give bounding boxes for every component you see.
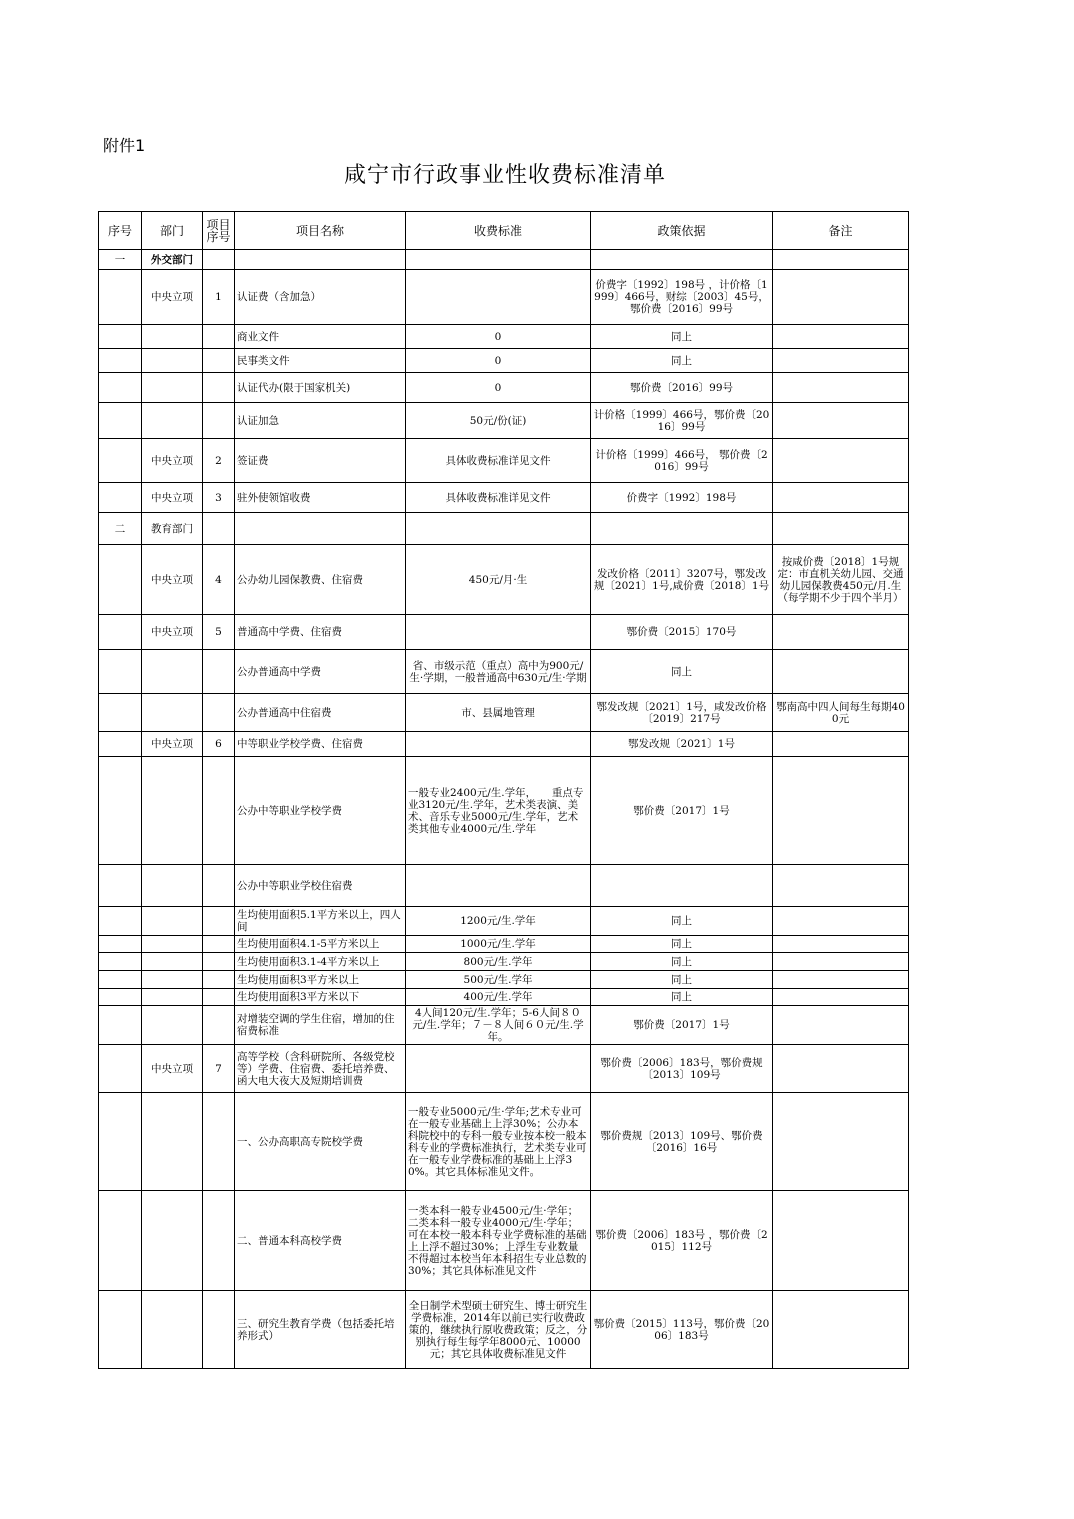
fee-standard-cell: 1000元/生.学年	[406, 936, 591, 953]
item-no-cell	[203, 1291, 235, 1369]
fee-standard-cell: 全日制学术型硕士研究生、博士研究生学费标准，2014年以前已实行收费政策的，继续执行原收费政策；反之，分别执行每生每学年8000元、10000元；其它具体收费标准见文件	[406, 1291, 591, 1369]
fee-standard-cell: 一般专业2400元/生.学年， 重点专业3120元/生.学年，艺术类表演、美术、音乐专业5000元/生.学年，艺术类其他专业4000元/生.学年	[406, 757, 591, 865]
item-name-cell: 生均使用面积3平方米以上	[235, 971, 406, 989]
dept-cell	[142, 865, 203, 907]
note-cell	[773, 349, 909, 373]
dept-cell	[142, 403, 203, 439]
policy-basis-cell: 鄂价费〔2017〕1号	[591, 757, 773, 865]
seq-cell	[99, 936, 142, 953]
table-row	[99, 1045, 909, 1093]
page-title: 咸宁市行政事业性收费标准清单	[343, 163, 666, 188]
note-cell	[773, 865, 909, 907]
table-row	[99, 936, 909, 953]
note-cell	[773, 250, 909, 270]
table-row	[99, 865, 909, 907]
column-header: 政策依据	[591, 212, 773, 250]
item-no-cell: 6	[203, 732, 235, 757]
item-no-cell	[203, 1191, 235, 1291]
seq-cell: 二	[99, 513, 142, 545]
fee-standard-cell	[406, 732, 591, 757]
dept-cell	[142, 971, 203, 989]
note-cell	[773, 732, 909, 757]
item-no-cell	[203, 349, 235, 373]
fee-standard-cell: 一般专业5000元/生·学年;艺术专业可在一般专业基础上上浮30%；公办本科院校中的专科一般专业按本校一般本科专业的学费标准执行，艺术类专业可在一般专业学费标准的基础上上浮30%。其它具体标准见文件。	[406, 1093, 591, 1191]
fee-standard-cell	[406, 865, 591, 907]
fee-standard-cell	[406, 250, 591, 270]
item-no-cell: 4	[203, 545, 235, 615]
table-row	[99, 907, 909, 936]
seq-cell	[99, 907, 142, 936]
seq-cell	[99, 953, 142, 971]
item-name-cell: 中等职业学校学费、住宿费	[235, 732, 406, 757]
table-row	[99, 650, 909, 694]
note-cell	[773, 615, 909, 650]
item-name-cell: 生均使用面积3.1-4平方米以上	[235, 953, 406, 971]
note-cell	[773, 953, 909, 971]
table-header-row	[99, 212, 909, 250]
policy-basis-cell: 计价格〔1999〕466号，鄂价费〔2016〕99号	[591, 403, 773, 439]
policy-basis-cell: 价费字〔1992〕198号	[591, 483, 773, 513]
table-row	[99, 403, 909, 439]
dept-cell	[142, 650, 203, 694]
seq-cell	[99, 865, 142, 907]
dept-cell: 中央立项	[142, 732, 203, 757]
column-header: 收费标准	[406, 212, 591, 250]
item-name-cell: 民事类文件	[235, 349, 406, 373]
dept-cell: 中央立项	[142, 615, 203, 650]
note-cell	[773, 325, 909, 349]
item-name-cell: 签证费	[235, 439, 406, 483]
table-row	[99, 615, 909, 650]
policy-basis-cell: 鄂发改规〔2021〕1号	[591, 732, 773, 757]
table-row	[99, 732, 909, 757]
table-row	[99, 1006, 909, 1045]
column-header: 项目名称	[235, 212, 406, 250]
policy-basis-cell: 计价格〔1999〕466号， 鄂价费〔2016〕99号	[591, 439, 773, 483]
fee-standard-cell: 0	[406, 325, 591, 349]
dept-cell	[142, 1006, 203, 1045]
item-name-cell	[235, 513, 406, 545]
item-name-cell: 对增装空调的学生住宿，增加的住宿费标准	[235, 1006, 406, 1045]
attachment-label: 附件1	[103, 136, 146, 155]
dept-cell	[142, 757, 203, 865]
table-row	[99, 1191, 909, 1291]
item-no-cell: 2	[203, 439, 235, 483]
fee-standard-cell: 省、市级示范（重点）高中为900元/生·学期，一般普通高中630元/生·学期	[406, 650, 591, 694]
note-cell	[773, 1291, 909, 1369]
policy-basis-cell: 鄂价费〔2015〕113号，鄂价费〔2006〕183号	[591, 1291, 773, 1369]
item-no-cell	[203, 1093, 235, 1191]
note-cell	[773, 1191, 909, 1291]
seq-cell	[99, 757, 142, 865]
policy-basis-cell	[591, 513, 773, 545]
seq-cell	[99, 1006, 142, 1045]
fee-standard-cell: 具体收费标准详见文件	[406, 439, 591, 483]
note-cell	[773, 1006, 909, 1045]
table-row	[99, 373, 909, 403]
policy-basis-cell: 鄂价费〔2006〕183号 ，鄂价费〔2015〕112号	[591, 1191, 773, 1291]
seq-cell	[99, 1291, 142, 1369]
dept-cell	[142, 907, 203, 936]
policy-basis-cell: 同上	[591, 936, 773, 953]
note-cell	[773, 936, 909, 953]
item-no-cell: 1	[203, 270, 235, 325]
note-cell	[773, 270, 909, 325]
item-no-cell	[203, 989, 235, 1006]
policy-basis-cell: 同上	[591, 650, 773, 694]
item-no-cell	[203, 1006, 235, 1045]
note-cell	[773, 907, 909, 936]
table-row	[99, 513, 909, 545]
note-cell	[773, 439, 909, 483]
fee-table	[98, 211, 909, 1369]
seq-cell	[99, 732, 142, 757]
item-no-cell: 3	[203, 483, 235, 513]
seq-cell	[99, 483, 142, 513]
note-cell: 鄂南高中四人间每生每期400元	[773, 694, 909, 732]
dept-cell: 教育部门	[142, 513, 203, 545]
table-row	[99, 1093, 909, 1191]
seq-cell	[99, 373, 142, 403]
seq-cell	[99, 439, 142, 483]
item-no-cell	[203, 250, 235, 270]
dept-cell: 中央立项	[142, 270, 203, 325]
dept-cell: 中央立项	[142, 483, 203, 513]
seq-cell	[99, 1191, 142, 1291]
item-name-cell: 认证加急	[235, 403, 406, 439]
note-cell	[773, 757, 909, 865]
seq-cell	[99, 1093, 142, 1191]
seq-cell	[99, 1045, 142, 1093]
table-row	[99, 953, 909, 971]
dept-cell	[142, 1191, 203, 1291]
note-cell	[773, 1045, 909, 1093]
item-no-cell	[203, 373, 235, 403]
seq-cell	[99, 349, 142, 373]
dept-cell: 中央立项	[142, 439, 203, 483]
policy-basis-cell: 鄂价费〔2017〕1号	[591, 1006, 773, 1045]
column-header: 备注	[773, 212, 909, 250]
fee-standard-cell: 50元/份(证)	[406, 403, 591, 439]
fee-standard-cell: 1200元/生.学年	[406, 907, 591, 936]
note-cell	[773, 1093, 909, 1191]
seq-cell	[99, 971, 142, 989]
column-header: 序号	[99, 212, 142, 250]
table-row	[99, 694, 909, 732]
item-no-cell	[203, 971, 235, 989]
dept-cell	[142, 1093, 203, 1191]
seq-cell	[99, 615, 142, 650]
fee-standard-cell	[406, 1045, 591, 1093]
dept-cell	[142, 989, 203, 1006]
policy-basis-cell: 同上	[591, 971, 773, 989]
fee-standard-cell	[406, 513, 591, 545]
item-name-cell: 普通高中学费、住宿费	[235, 615, 406, 650]
policy-basis-cell: 鄂价费〔2015〕170号	[591, 615, 773, 650]
item-name-cell: 公办幼儿园保教费、住宿费	[235, 545, 406, 615]
item-no-cell	[203, 953, 235, 971]
policy-basis-cell: 同上	[591, 325, 773, 349]
item-name-cell: 认证费（含加急）	[235, 270, 406, 325]
table-row	[99, 545, 909, 615]
item-no-cell	[203, 325, 235, 349]
item-name-cell: 公办普通高中学费	[235, 650, 406, 694]
item-name-cell: 高等学校（含科研院所、各级党校等）学费、住宿费、委托培养费、函大电大夜大及短期培训费	[235, 1045, 406, 1093]
policy-basis-cell: 发改价格〔2011〕3207号，鄂发改规〔2021〕1号,咸价费〔2018〕1号	[591, 545, 773, 615]
fee-standard-cell: 0	[406, 349, 591, 373]
seq-cell	[99, 403, 142, 439]
fee-standard-cell: 0	[406, 373, 591, 403]
seq-cell	[99, 270, 142, 325]
note-cell	[773, 513, 909, 545]
fee-standard-cell: 500元/生.学年	[406, 971, 591, 989]
table-row	[99, 971, 909, 989]
seq-cell	[99, 694, 142, 732]
dept-cell: 中央立项	[142, 1045, 203, 1093]
policy-basis-cell: 鄂发改规〔2021〕1号，咸发改价格〔2019〕217号	[591, 694, 773, 732]
policy-basis-cell: 鄂价费规〔2013〕109号、鄂价费〔2016〕16号	[591, 1093, 773, 1191]
note-cell	[773, 971, 909, 989]
item-name-cell: 生均使用面积4.1-5平方米以上	[235, 936, 406, 953]
fee-standard-cell	[406, 270, 591, 325]
dept-cell: 中央立项	[142, 545, 203, 615]
item-name-cell: 二、普通本科高校学费	[235, 1191, 406, 1291]
table-row	[99, 989, 909, 1006]
item-no-cell	[203, 403, 235, 439]
policy-basis-cell: 鄂价费〔2006〕183号，鄂价费规〔2013〕109号	[591, 1045, 773, 1093]
fee-standard-cell: 400元/生.学年	[406, 989, 591, 1006]
item-no-cell: 5	[203, 615, 235, 650]
item-no-cell	[203, 907, 235, 936]
seq-cell: 一	[99, 250, 142, 270]
policy-basis-cell: 同上	[591, 953, 773, 971]
dept-cell	[142, 373, 203, 403]
note-cell	[773, 650, 909, 694]
item-name-cell: 公办中等职业学校住宿费	[235, 865, 406, 907]
fee-standard-cell	[406, 615, 591, 650]
item-name-cell: 三、研究生教育学费（包括委托培养形式）	[235, 1291, 406, 1369]
item-no-cell	[203, 757, 235, 865]
item-name-cell: 公办中等职业学校学费	[235, 757, 406, 865]
item-no-cell	[203, 936, 235, 953]
item-no-cell	[203, 513, 235, 545]
table-row	[99, 250, 909, 270]
seq-cell	[99, 325, 142, 349]
table-row	[99, 483, 909, 513]
policy-basis-cell	[591, 250, 773, 270]
fee-standard-cell: 450元/月·生	[406, 545, 591, 615]
column-header: 项目序号	[203, 212, 235, 250]
dept-cell	[142, 936, 203, 953]
dept-cell	[142, 1291, 203, 1369]
item-name-cell	[235, 250, 406, 270]
fee-standard-cell: 具体收费标准详见文件	[406, 483, 591, 513]
table-row	[99, 1291, 909, 1369]
fee-standard-cell: 4人间120元/生.学年；5-6人间８０元/生.学年；７－８人间６０元/生.学年。	[406, 1006, 591, 1045]
item-name-cell: 认证代办(限于国家机关)	[235, 373, 406, 403]
table-row	[99, 757, 909, 865]
table-row	[99, 439, 909, 483]
column-header: 部门	[142, 212, 203, 250]
seq-cell	[99, 989, 142, 1006]
table-row	[99, 349, 909, 373]
policy-basis-cell: 鄂价费〔2016〕99号	[591, 373, 773, 403]
item-no-cell	[203, 650, 235, 694]
policy-basis-cell: 同上	[591, 349, 773, 373]
seq-cell	[99, 545, 142, 615]
item-name-cell: 驻外使领馆收费	[235, 483, 406, 513]
fee-standard-cell: 一类本科一般专业4500元/生·学年；二类本科一般专业4000元/生·学年；可在本校一般本科专业学费标准的基础上上浮不超过30%；上浮生专业数量不得超过本校当年本科招生专业总数的30%；其它具体标准见文件	[406, 1191, 591, 1291]
dept-cell	[142, 694, 203, 732]
dept-cell	[142, 349, 203, 373]
dept-cell	[142, 953, 203, 971]
policy-basis-cell: 价费字〔1992〕198号 ，计价格〔1999〕466号，财综〔2003〕45号，鄂价费〔2016〕99号	[591, 270, 773, 325]
policy-basis-cell	[591, 865, 773, 907]
note-cell	[773, 403, 909, 439]
item-name-cell: 生均使用面积3平方米以下	[235, 989, 406, 1006]
dept-cell	[142, 325, 203, 349]
item-name-cell: 商业文件	[235, 325, 406, 349]
item-name-cell: 公办普通高中住宿费	[235, 694, 406, 732]
item-no-cell: 7	[203, 1045, 235, 1093]
item-name-cell: 生均使用面积5.1平方米以上，四人间	[235, 907, 406, 936]
note-cell	[773, 373, 909, 403]
item-name-cell: 一、公办高职高专院校学费	[235, 1093, 406, 1191]
seq-cell	[99, 650, 142, 694]
table-row	[99, 270, 909, 325]
item-no-cell	[203, 694, 235, 732]
note-cell	[773, 989, 909, 1006]
note-cell	[773, 483, 909, 513]
note-cell: 按咸价费〔2018〕1号规定：市直机关幼儿园、交通幼儿园保教费450元/月.生（每学期不少于四个半月）	[773, 545, 909, 615]
fee-standard-cell: 市、县属地管理	[406, 694, 591, 732]
dept-cell: 外交部门	[142, 250, 203, 270]
fee-standard-cell: 800元/生.学年	[406, 953, 591, 971]
policy-basis-cell: 同上	[591, 989, 773, 1006]
table-row	[99, 325, 909, 349]
item-no-cell	[203, 865, 235, 907]
policy-basis-cell: 同上	[591, 907, 773, 936]
